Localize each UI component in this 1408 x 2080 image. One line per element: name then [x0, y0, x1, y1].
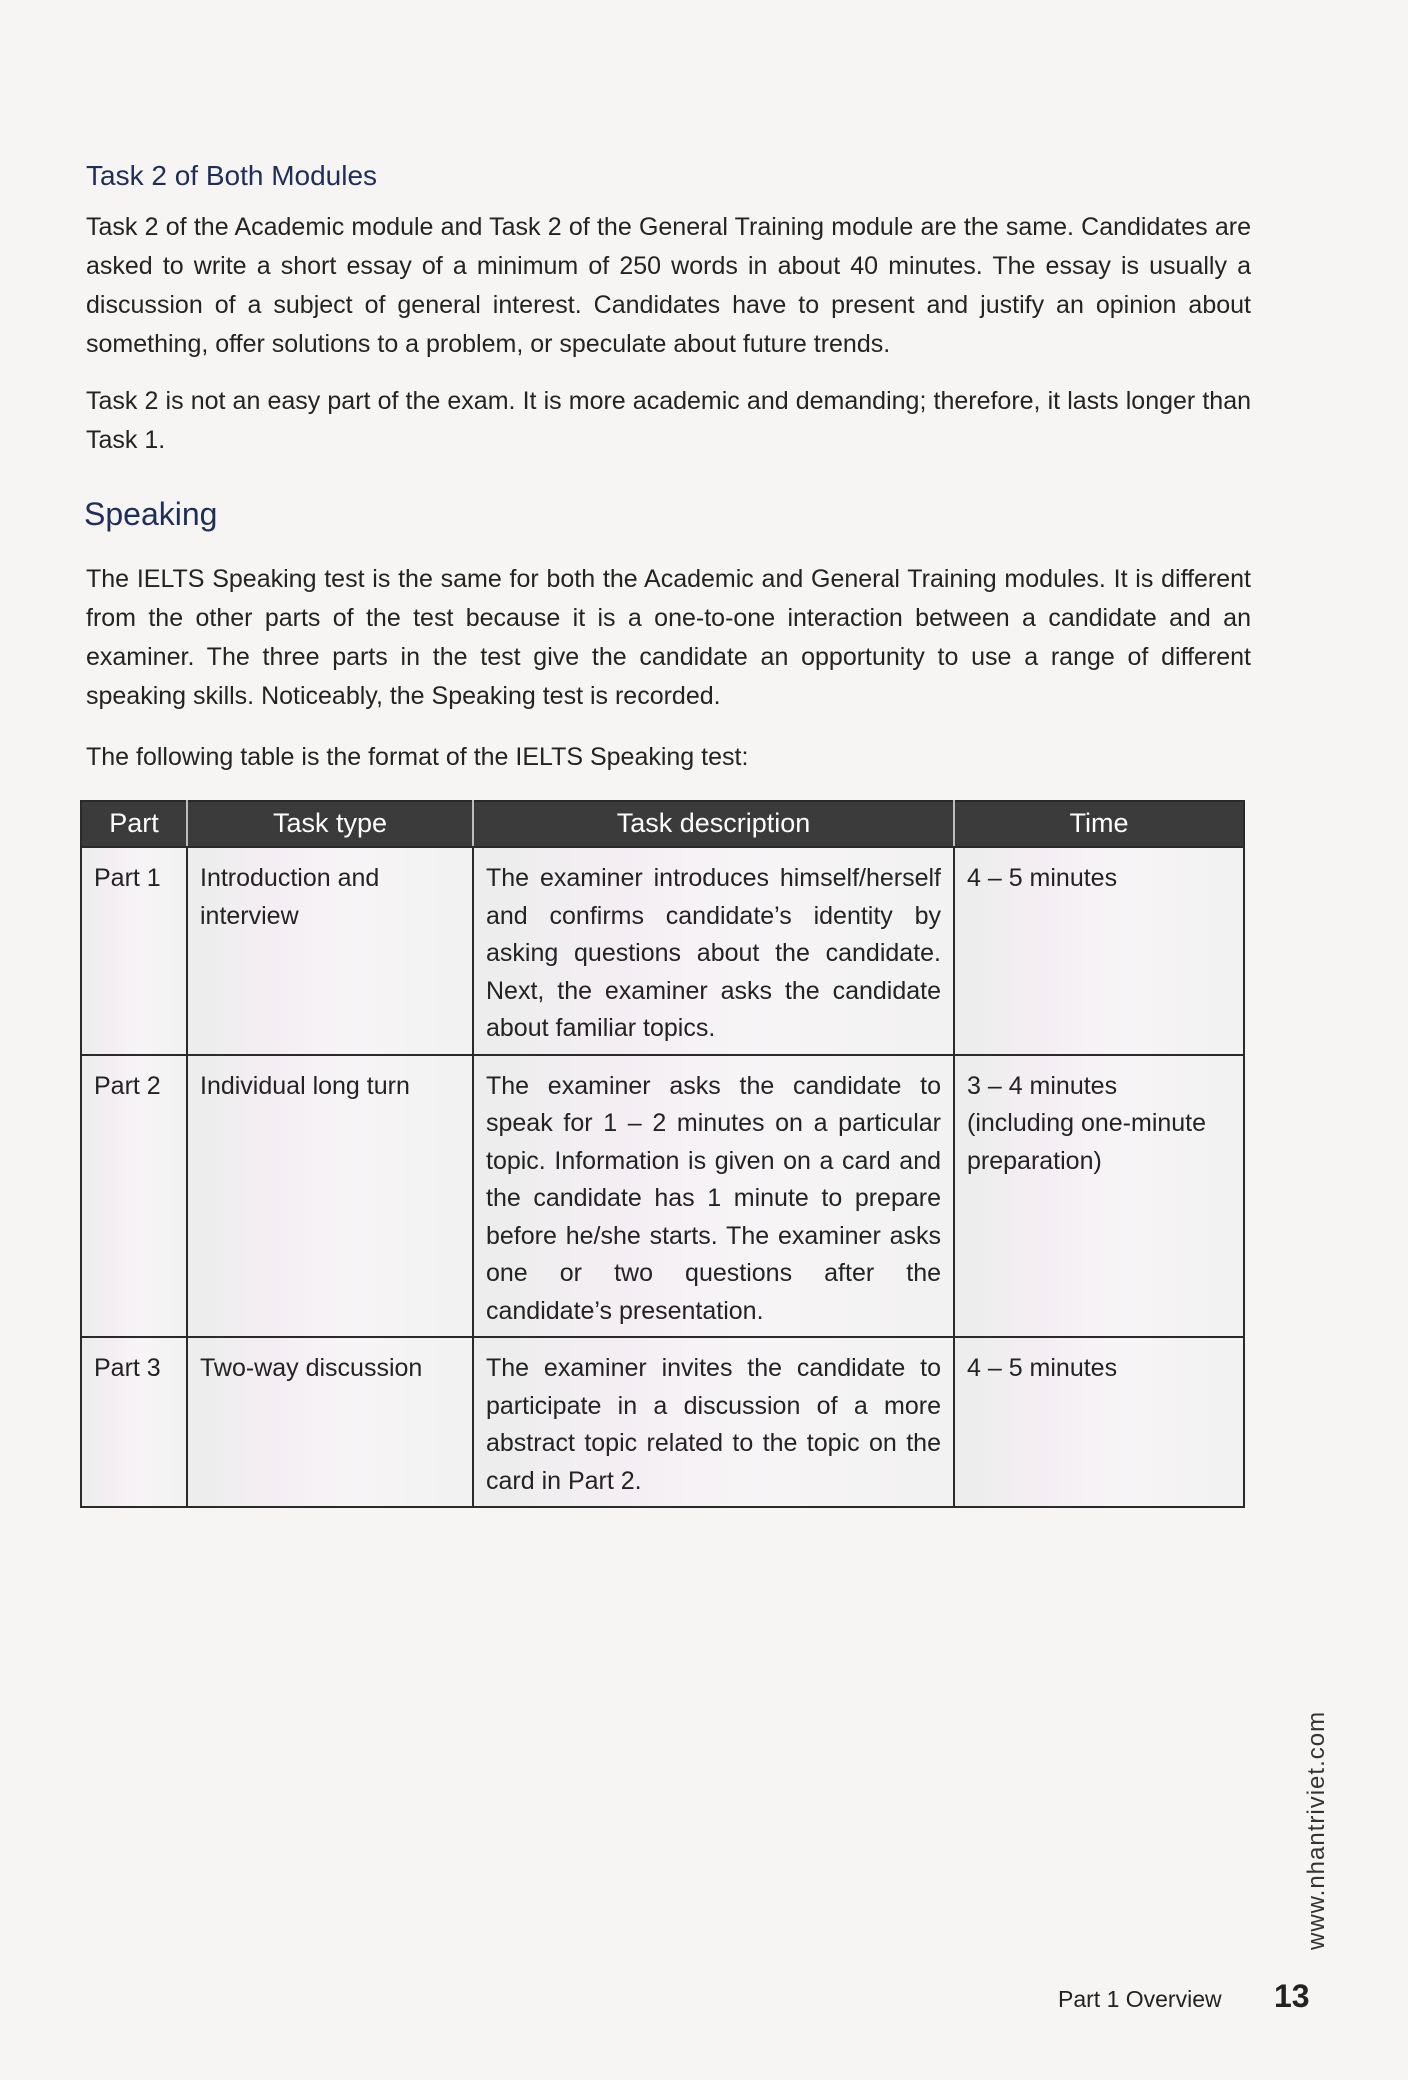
header-time: Time	[954, 801, 1244, 847]
speaking-format-table	[80, 800, 1245, 1508]
cell-part: Part 1	[81, 847, 187, 1055]
header-part: Part	[81, 801, 187, 847]
speaking-heading: Speaking	[84, 496, 218, 532]
speaking-paragraph-1: The IELTS Speaking test is the same for both the Academic and General Training modules. It is different from the other parts of the test because it is a one-to-one interaction between a candidate and an examiner. The three parts in the test give the candidate an opportunity to use a range of different speaking skills. Noticeably, the Speaking test is recorded.	[86, 565, 1251, 710]
cell-task-description: The examiner invites the candidate to participate in a discussion of a more abstract topic related to the topic on the card in Part 2.	[473, 1337, 954, 1507]
cell-task-type: Introduction and interview	[187, 847, 473, 1055]
cell-task-description: The examiner asks the candidate to speak for 1 – 2 minutes on a particular topic. Information is given on a card and the candidate has 1 minute to prepare before he/she starts. The examiner asks one or two questions after the candidate’s presentation.	[473, 1055, 954, 1338]
cell-task-type: Individual long turn	[187, 1055, 473, 1338]
cell-part: Part 2	[81, 1055, 187, 1338]
table-header-row	[81, 801, 1244, 847]
header-task-type: Task type	[187, 801, 473, 847]
header-task-description: Task description	[473, 801, 954, 847]
table-row	[81, 1055, 1244, 1338]
table-row	[81, 847, 1244, 1055]
footer-section-title: Part 1 Overview	[1058, 1986, 1222, 2012]
cell-time: 3 – 4 minutes (including one-minute preparation)	[954, 1055, 1244, 1338]
task2-paragraph-2: Task 2 is not an easy part of the exam. It is more academic and demanding; therefore, it lasts longer than Task 1.	[86, 387, 1251, 454]
cell-part: Part 3	[81, 1337, 187, 1507]
table-row	[81, 1337, 1244, 1507]
publisher-website: www.nhantriviet.com	[1303, 1710, 1330, 1950]
cell-task-description: The examiner introduces himself/herself and confirms candidate’s identity by asking questions about the candidate. Next, the examiner asks the candidate about familiar topics.	[473, 847, 954, 1055]
speaking-paragraph-2: The following table is the format of the IELTS Speaking test:	[86, 743, 749, 771]
cell-task-type: Two-way discussion	[187, 1337, 473, 1507]
cell-time: 4 – 5 minutes	[954, 1337, 1244, 1507]
task2-heading: Task 2 of Both Modules	[86, 160, 378, 191]
cell-time: 4 – 5 minutes	[954, 847, 1244, 1055]
task2-paragraph-1: Task 2 of the Academic module and Task 2 of the General Training module are the same. Candidates are asked to write a short essay of a minimum of 250 words in about 40 minutes. The essay is usually a discussion of a subject of general interest. Candidates have to present and justify an opinion about something, offer solutions to a problem, or speculate about future trends.	[86, 213, 1251, 358]
page-number: 13	[1274, 1978, 1310, 2014]
